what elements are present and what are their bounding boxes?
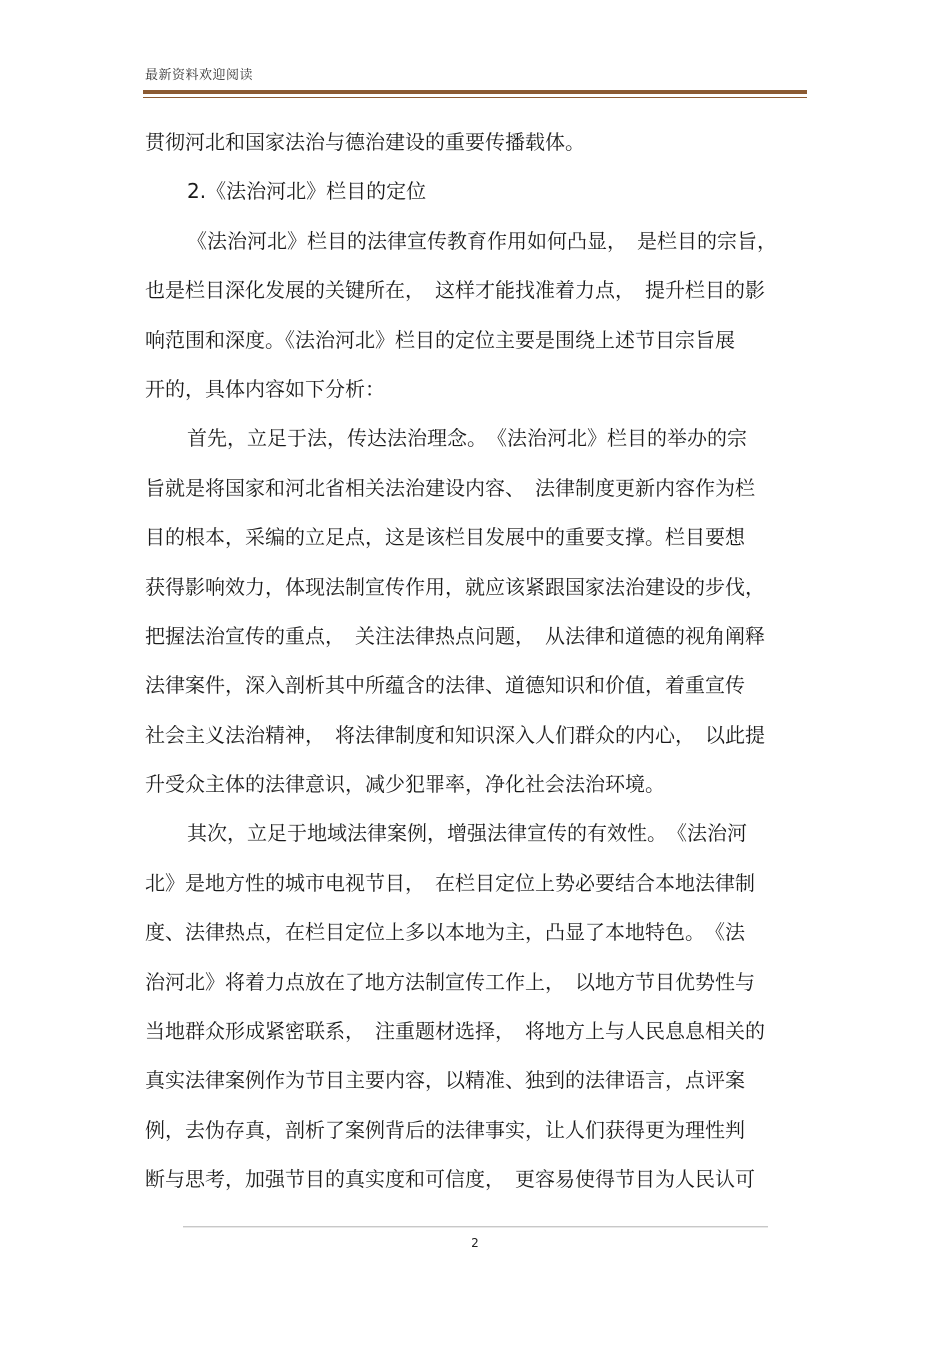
- header-rule-thick: [143, 90, 807, 94]
- header-rule-thin: [143, 97, 807, 98]
- text-line: 例，去伪存真，剖析了案例背后的法律事实，让人们获得更为理性判: [145, 1117, 745, 1142]
- section-heading: 2.《法治河北》栏目的定位: [187, 179, 427, 204]
- text-line: 《法治河北》栏目的法律宣传教育作用如何凸显， 是栏目的宗旨，: [187, 228, 777, 253]
- text-line: 社会主义法治精神， 将法律制度和知识深入人们群众的内心， 以此提: [145, 722, 765, 747]
- running-header: 最新资料欢迎阅读: [145, 68, 254, 83]
- text-line: 贯彻河北和国家法治与德治建设的重要传播载体。: [145, 130, 585, 154]
- text-line: 法律案件，深入剖析其中所蕴含的法律、道德知识和价值，着重宣传: [145, 673, 745, 698]
- page-number: 2: [471, 1236, 479, 1250]
- text-line: 开的，具体内容如下分析：: [145, 376, 385, 401]
- text-line: 其次，立足于地域法律案例，增强法律宣传的有效性。 《法治河: [187, 821, 747, 846]
- text-line: 治河北》将着力点放在了地方法制宣传工作上， 以地方节目优势性与: [145, 969, 755, 994]
- text-line: 也是栏目深化发展的关键所在， 这样才能找准着力点， 提升栏目的影: [145, 278, 765, 303]
- text-line: 度、法律热点，在栏目定位上多以本地为主，凸显了本地特色。 《法: [145, 920, 745, 945]
- text-line: 响范围和深度。《法治河北》栏目的定位主要是围绕上述节目宗旨展: [145, 327, 735, 352]
- text-line: 旨就是将国家和河北省相关法治建设内容、 法律制度更新内容作为栏: [145, 475, 755, 500]
- text-line: 升受众主体的法律意识，减少犯罪率，净化社会法治环境。: [145, 772, 665, 797]
- text-line: 当地群众形成紧密联系， 注重题材选择， 将地方上与人民息息相关的: [145, 1019, 765, 1044]
- text-line: 断与思考，加强节目的真实度和可信度， 更容易使得节目为人民认可: [145, 1167, 755, 1192]
- text-line: 目的根本，采编的立足点，这是该栏目发展中的重要支撑。栏目要想: [145, 525, 745, 550]
- text-line: 北》是地方性的城市电视节目， 在栏目定位上势必要结合本地法律制: [145, 870, 755, 895]
- body-text: [145, 118, 810, 1205]
- text-line: 把握法治宣传的重点， 关注法律热点问题， 从法律和道德的视角阐释: [145, 623, 765, 648]
- footer-rule: [183, 1226, 768, 1227]
- text-line: 首先，立足于法，传达法治理念。 《法治河北》栏目的举办的宗: [187, 426, 747, 451]
- text-line: 真实法律案例作为节目主要内容，以精准、独到的法律语言，点评案: [145, 1068, 745, 1093]
- text-line: 获得影响效力，体现法制宣传作用，就应该紧跟国家法治建设的步伐，: [145, 574, 765, 599]
